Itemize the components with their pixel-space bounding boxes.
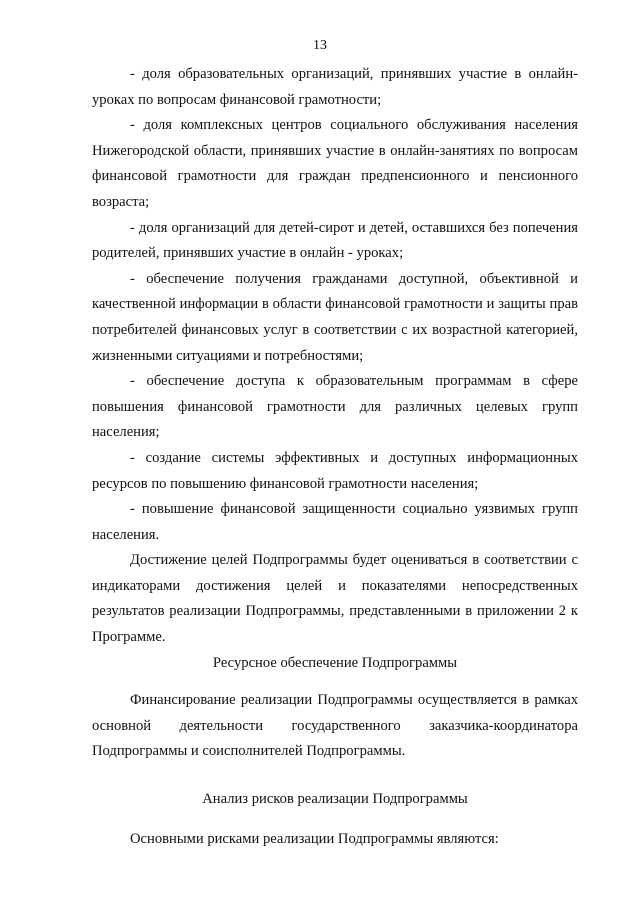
bullet-information-resources: - создание системы эффективных и доступных информационных ресурсов по повышению финансовой грамотности населения; bbox=[92, 449, 578, 492]
section-heading-risks: Анализ рисков реализации Подпрограммы bbox=[202, 791, 468, 808]
bullet-financial-protection: - повышение финансовой защищенности социально уязвимых групп населения. bbox=[92, 501, 578, 543]
resources-paragraph: Финансирование реализации Подпрограммы осуществляется в рамках основной деятельности государственного заказчика-координатора Подпрограммы и соисполнителей Подпрограммы. bbox=[92, 692, 578, 760]
bullet-orphan-organizations: - доля организаций для детей-сирот и детей, оставшихся без попечения родителей, принявших участие в онлайн - уроках; bbox=[92, 219, 578, 262]
risks-intro-paragraph: Основными рисками реализации Подпрограммы являются: bbox=[130, 830, 499, 847]
page-number: 13 bbox=[313, 38, 327, 53]
goals-assessment-paragraph: Достижение целей Подпрограммы будет оцениваться в соответствии с индикаторами достижения целей и показателями непосредственных результатов реализации Подпрограммы, представленными в приложении 2 к Программе. bbox=[92, 552, 578, 646]
bullet-access-programs: - обеспечение доступа к образовательным программам в сфере повышения финансовой грамотности для различных целевых групп населения; bbox=[92, 373, 578, 441]
document-body bbox=[92, 62, 578, 852]
bullet-social-service-centers: - доля комплексных центров социального обслуживания населения Нижегородской области, принявших участие в онлайн-занятиях по вопросам финансовой грамотности для граждан предпенсионного и пенсионного возраста; bbox=[92, 117, 578, 210]
bullet-online-lessons-schools: - доля образовательных организаций, принявших участие в онлайн-уроках по вопросам финансовой грамотности; bbox=[92, 66, 578, 108]
section-heading-resources: Ресурсное обеспечение Подпрограммы bbox=[212, 654, 458, 671]
bullet-quality-information: - обеспечение получения гражданами доступной, объективной и качественной информации в области финансовой грамотности и защиты прав потребителей финансовых услуг в соответствии с их возрастной категорией, жизненными ситуациями и потребностями; bbox=[92, 270, 578, 364]
